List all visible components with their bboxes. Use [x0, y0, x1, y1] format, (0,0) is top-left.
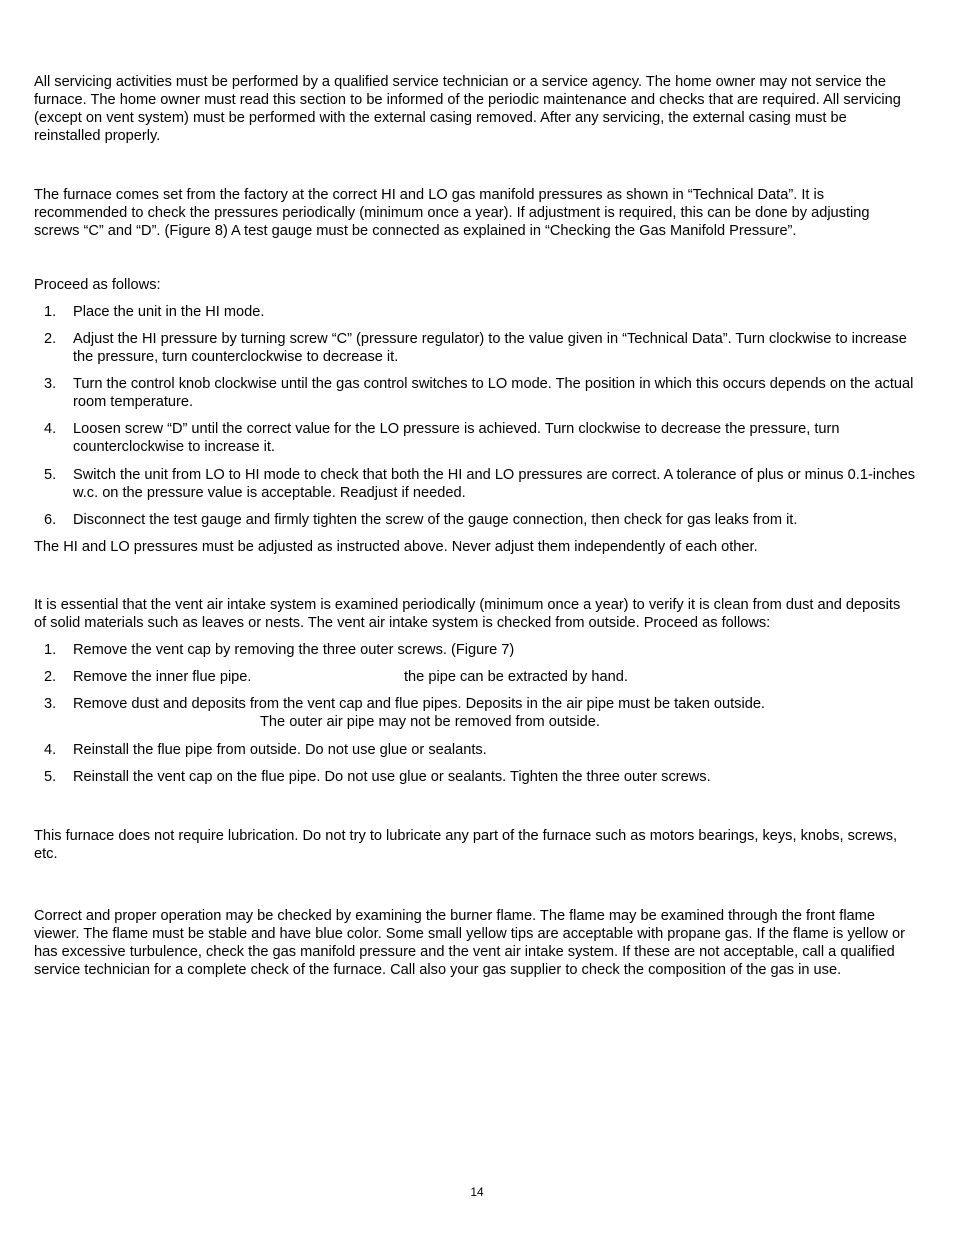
step-number: 4. — [44, 742, 57, 758]
step-text-part: the pipe can be extracted by hand. — [404, 669, 628, 685]
step-text: Place the unit in the HI mode. — [73, 304, 265, 320]
page-number: 14 — [470, 1185, 484, 1199]
step-number: 5. — [44, 467, 57, 483]
step-number: 1. — [44, 304, 57, 320]
step-number: 3. — [44, 376, 57, 392]
step-text: Reinstall the vent cap on the flue pipe. Do not use glue or sealants. Tighten the three outer screws. — [73, 769, 711, 785]
vent-inspection-paragraph: It is essential that the vent air intake system is examined periodically (minimum once a year) to verify it is clean from dust and deposits of solid materials such as leaves or nests. The vent air intake system is checked from outside. Proceed as follows: — [34, 597, 901, 631]
step-text: Loosen screw “D” until the correct value for the LO pressure is achieved. Turn clockwise to decrease the pressure, turn counterclockwise to increase it. — [73, 421, 840, 455]
pressure-closing-note: The HI and LO pressures must be adjusted as instructed above. Never adjust them independently of each other. — [34, 539, 758, 555]
step-text-part: The outer air pipe may not be removed from outside. — [260, 714, 600, 730]
pressure-adjustment-paragraph: The furnace comes set from the factory at the correct HI and LO gas manifold pressures as shown in “Technical Data”. It is recommended to check the pressures periodically (minimum once a year). If adjustment is required, this can be done by adjusting screws “C” and “D”. (Figure 8) A test gauge must be connected as explained in “Checking the Gas Manifold Pressure”. — [34, 187, 870, 239]
step-number: 2. — [44, 331, 57, 347]
step-number: 4. — [44, 421, 57, 437]
step-text: Switch the unit from LO to HI mode to check that both the HI and LO pressures are correct. A tolerance of plus or minus 0.1-inches w.c. on the pressure value is acceptable. Readjust if needed. — [73, 467, 915, 501]
servicing-intro-paragraph: All servicing activities must be performed by a qualified service technician or a service agency. The home owner may not service the furnace. The home owner must read this section to be informed of the periodic maintenance and checks that are required. All servicing (except on vent system) must be performed with the external casing removed. After any servicing, the external casing must be reinstalled properly. — [34, 74, 901, 144]
step-text: Disconnect the test gauge and firmly tighten the screw of the gauge connection, then check for gas leaks from it. — [73, 512, 798, 528]
step-number: 2. — [44, 669, 57, 685]
step-text-part: Remove dust and deposits from the vent cap and flue pipes. Deposits in the air pipe must be taken outside. — [73, 696, 765, 712]
lubrication-paragraph: This furnace does not require lubrication. Do not try to lubricate any part of the furnace such as motors bearings, keys, knobs, screws, etc. — [34, 828, 898, 862]
flame-check-paragraph: Correct and proper operation may be checked by examining the burner flame. The flame may be examined through the front flame viewer. The flame must be stable and have blue color. Some small yellow tips are acceptable with propane gas. If the flame is yellow or has excessive turbulence, check the gas manifold pressure and the vent air intake system. If these are not acceptable, call a qualified service technician for a complete check of the furnace. Call also your gas supplier to check the composition of the gas in use. — [34, 908, 905, 978]
step-number: 1. — [44, 642, 57, 658]
step-number: 6. — [44, 512, 57, 528]
step-number: 3. — [44, 696, 57, 712]
step-text: Turn the control knob clockwise until the gas control switches to LO mode. The position in which this occurs depends on the actual room temperature. — [73, 376, 914, 410]
step-text: Remove the vent cap by removing the three outer screws. (Figure 7) — [73, 642, 515, 658]
step-text: Adjust the HI pressure by turning screw “C” (pressure regulator) to the value given in “Technical Data”. Turn clockwise to increase the pressure, turn counterclockwise to decrease it. — [73, 331, 907, 365]
proceed-label: Proceed as follows: — [34, 277, 161, 293]
step-text: Reinstall the flue pipe from outside. Do not use glue or sealants. — [73, 742, 487, 758]
step-text-part: Remove the inner flue pipe. — [73, 669, 252, 685]
step-number: 5. — [44, 769, 57, 785]
